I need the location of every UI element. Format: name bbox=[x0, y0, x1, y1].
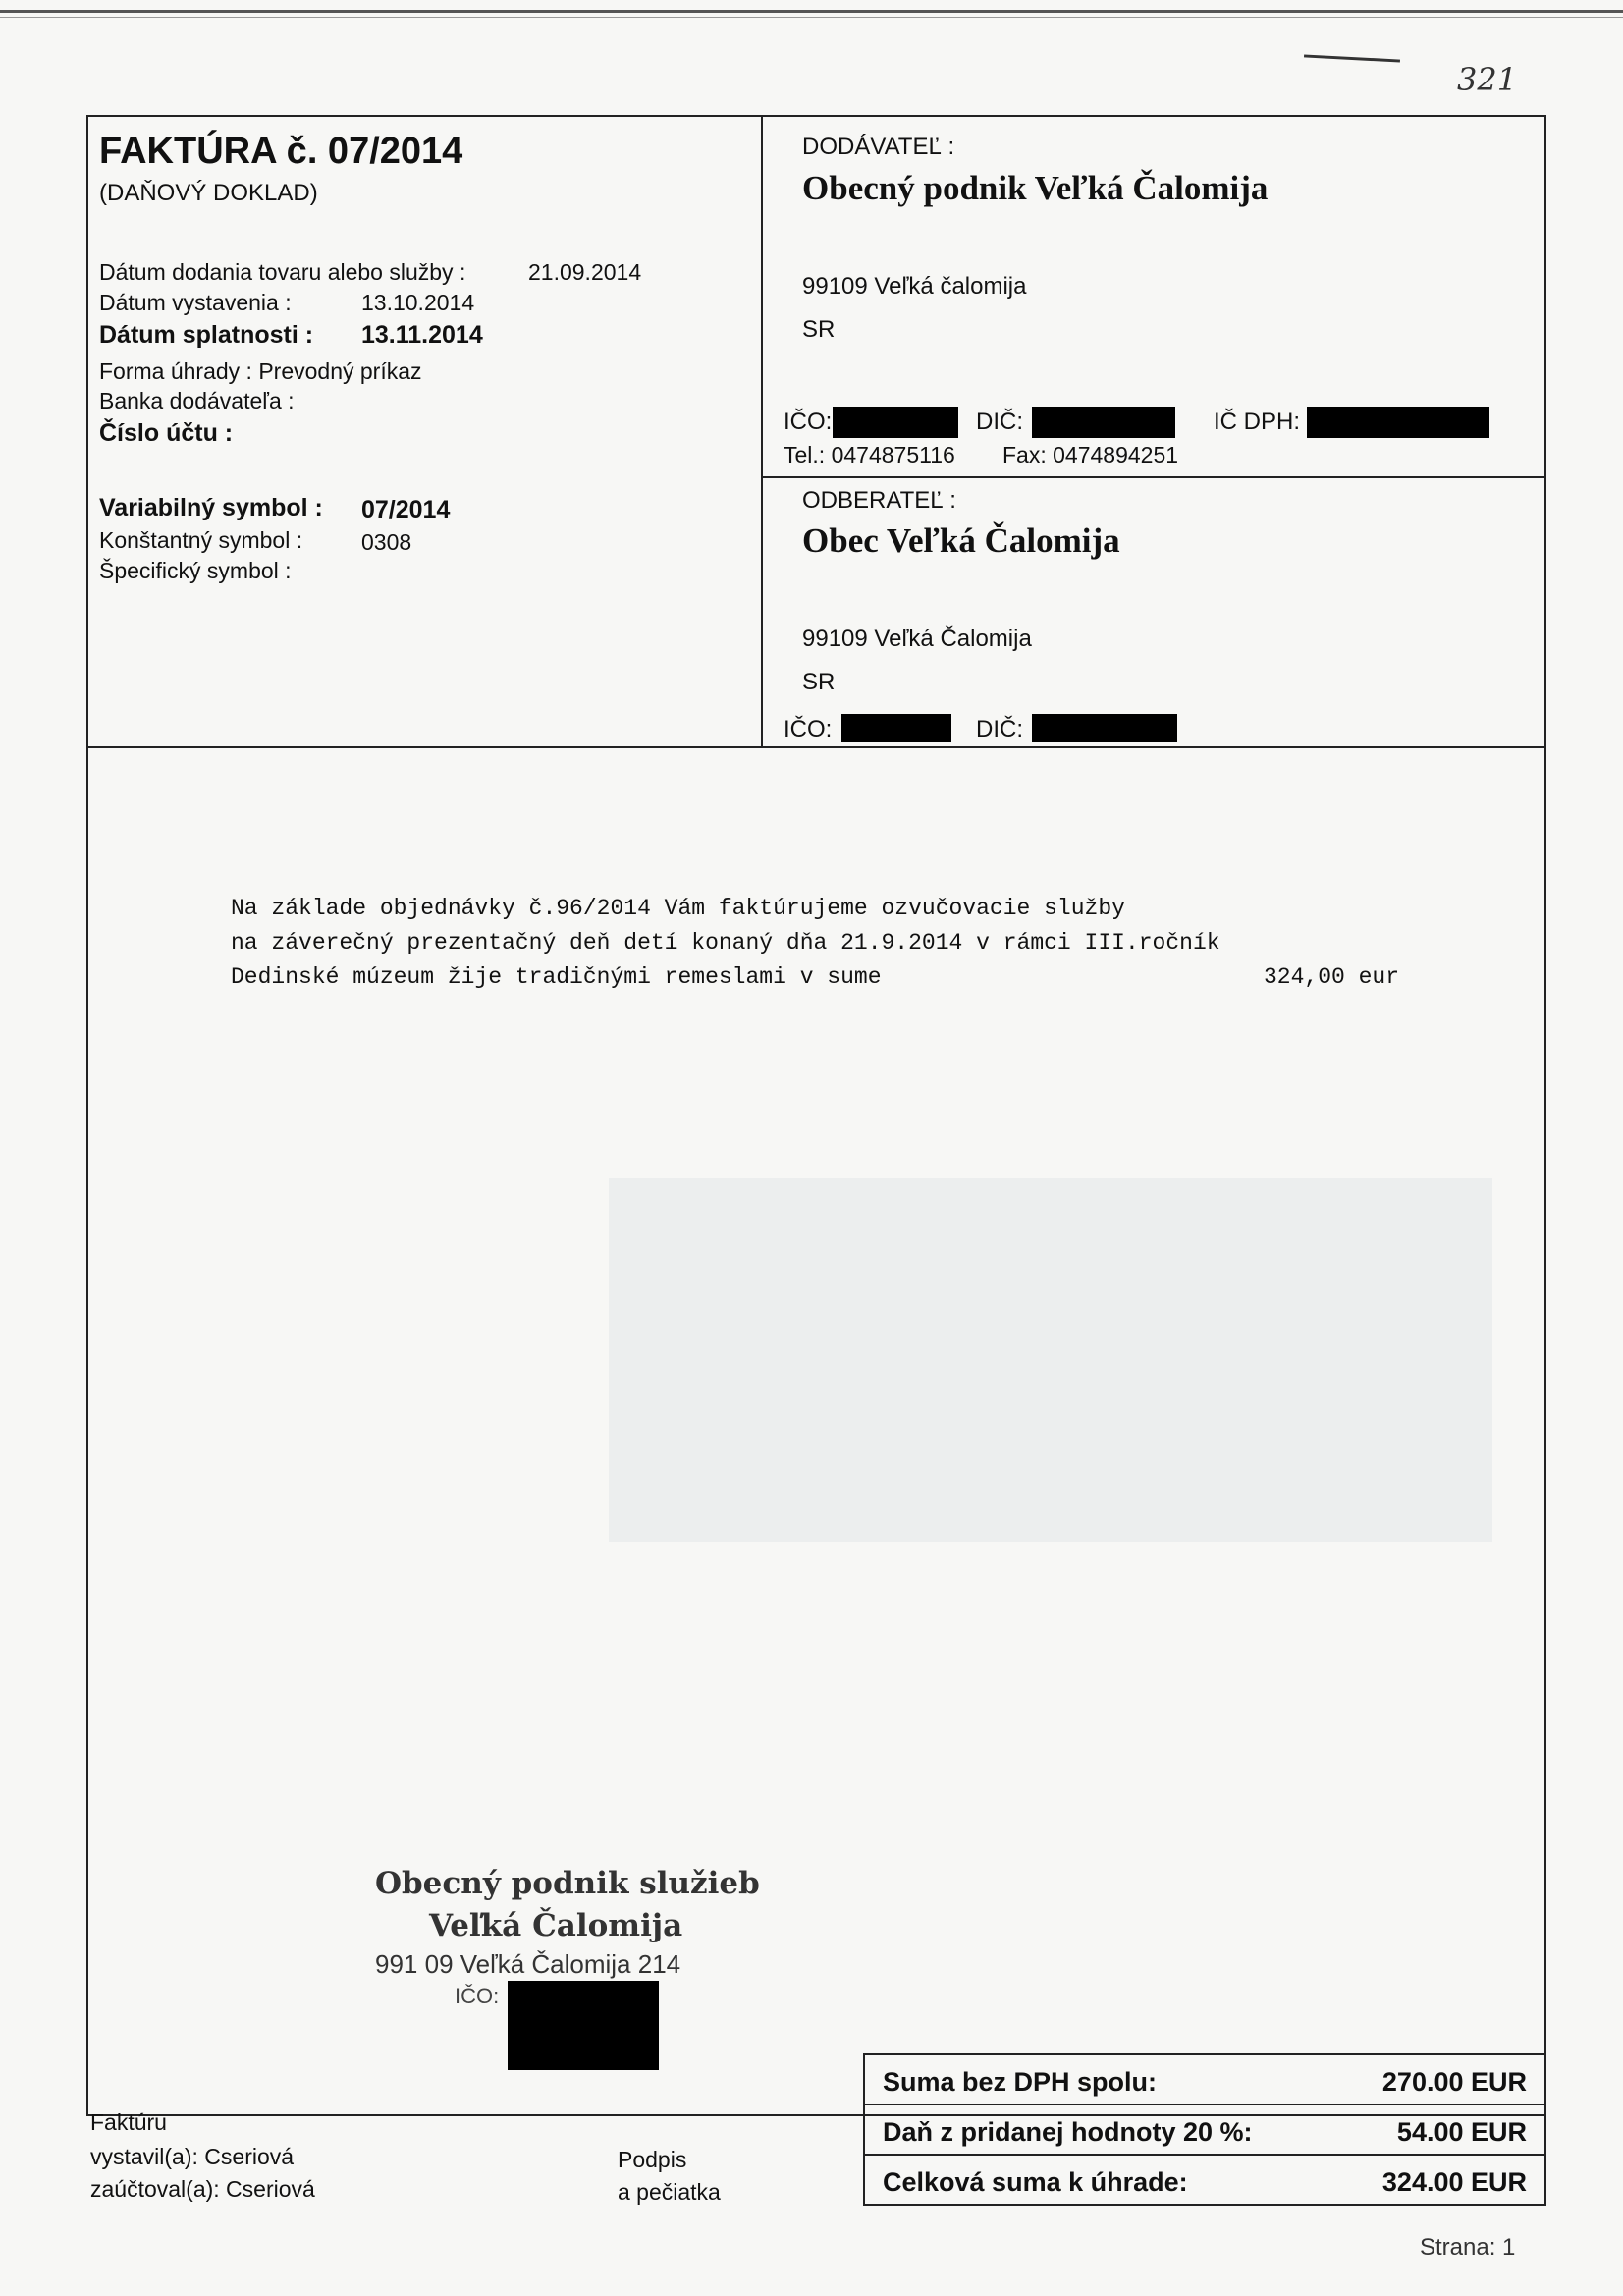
supplier-phone: Tel.: 0474875116 bbox=[784, 442, 955, 467]
body-line-3-amount: 324,00 eur bbox=[1264, 964, 1400, 990]
customer-dic-label: DIČ: bbox=[976, 716, 1023, 742]
scan-edge-2 bbox=[0, 17, 1623, 18]
supplier-heading: DODÁVATEĽ : bbox=[802, 134, 955, 160]
header-vertical-divider bbox=[761, 115, 763, 748]
customer-address: 99109 Veľká Čalomija bbox=[802, 626, 1032, 652]
body-line-2: na záverečný prezentačný deň detí konaný dňa 21.9.2014 v rámci III.ročník bbox=[231, 930, 1220, 956]
totals-row-total bbox=[865, 2156, 1544, 2206]
handwritten-page-number: 321 bbox=[1457, 61, 1518, 98]
stamp-line-1: Obecný podnik služieb bbox=[375, 1866, 760, 1901]
vat-value: 54.00 EUR bbox=[1396, 2117, 1527, 2147]
issue-date-value: 13.10.2014 bbox=[361, 290, 475, 315]
subtotal-value: 270.00 EUR bbox=[1381, 2067, 1527, 2097]
booked-by: zaúčtoval(a): Cseriová bbox=[90, 2176, 315, 2202]
redacted-supplier-icdph bbox=[1307, 407, 1489, 438]
body-line-3-text: Dedinské múzeum žije tradičnými remeslami v sume bbox=[231, 964, 882, 990]
redacted-stamp-ico bbox=[508, 1981, 659, 2070]
due-date-value: 13.11.2014 bbox=[361, 321, 483, 349]
stamp-line-3: 991 09 Veľká Čalomija 214 bbox=[375, 1949, 681, 1979]
payment-method: Forma úhrady : Prevodný príkaz bbox=[99, 358, 422, 384]
redacted-customer-dic bbox=[1032, 714, 1177, 742]
invoice-subtitle: (DAŇOVÝ DOKLAD) bbox=[99, 180, 318, 206]
supplier-address: 99109 Veľká čalomija bbox=[802, 273, 1027, 300]
issued-by: vystavil(a): Cseriová bbox=[90, 2144, 295, 2169]
delivery-date-value: 21.09.2014 bbox=[528, 259, 642, 285]
due-date-label: Dátum splatnosti : bbox=[99, 321, 314, 349]
subtotal-label: Suma bez DPH spolu: bbox=[883, 2067, 1158, 2097]
customer-ico-label: IČO: bbox=[784, 716, 833, 742]
total-label: Celková suma k úhrade: bbox=[883, 2167, 1188, 2197]
issued-label: Faktúru bbox=[90, 2109, 167, 2135]
supplier-ico-label: IČO: bbox=[784, 409, 833, 435]
delivery-date-label: Dátum dodania tovaru alebo služby : bbox=[99, 259, 466, 285]
supplier-icdph-label: IČ DPH: bbox=[1214, 409, 1301, 435]
supplier-dic-label: DIČ: bbox=[976, 409, 1023, 435]
redacted-supplier-ico bbox=[833, 407, 958, 438]
signature-label-2: a pečiatka bbox=[618, 2179, 721, 2205]
pen-mark bbox=[1304, 54, 1400, 62]
specific-symbol-label: Špecifický symbol : bbox=[99, 558, 292, 583]
redacted-supplier-dic bbox=[1032, 407, 1175, 438]
issue-date-label: Dátum vystavenia : bbox=[99, 290, 292, 315]
vat-label: Daň z pridanej hodnoty 20 %: bbox=[883, 2117, 1253, 2147]
signature-label-1: Podpis bbox=[618, 2147, 687, 2172]
account-label: Číslo účtu : bbox=[99, 419, 234, 447]
constant-symbol-value: 0308 bbox=[361, 529, 412, 555]
bank-label: Banka dodávateľa : bbox=[99, 388, 295, 413]
customer-country: SR bbox=[802, 669, 836, 695]
scan-edge bbox=[0, 10, 1623, 13]
variable-symbol-value: 07/2014 bbox=[361, 496, 451, 523]
customer-heading: ODBERATEĽ : bbox=[802, 487, 956, 514]
supplier-customer-divider bbox=[761, 476, 1546, 478]
redacted-customer-ico bbox=[841, 714, 951, 742]
supplier-fax: Fax: 0474894251 bbox=[1002, 442, 1179, 467]
customer-name: Obec Veľká Čalomija bbox=[802, 521, 1120, 560]
supplier-name: Obecný podnik Veľká Čalomija bbox=[802, 169, 1269, 207]
variable-symbol-label: Variabilný symbol : bbox=[99, 494, 323, 521]
totals-row-subtotal bbox=[865, 2055, 1544, 2105]
totals-table bbox=[863, 2053, 1546, 2206]
totals-row-vat bbox=[865, 2105, 1544, 2156]
total-value: 324.00 EUR bbox=[1381, 2167, 1527, 2197]
body-line-1: Na základe objednávky č.96/2014 Vám faktúrujeme ozvučovacie služby bbox=[231, 896, 1125, 921]
stamp-ico-label: IČO: bbox=[455, 1984, 500, 2008]
page-number: Strana: 1 bbox=[1420, 2234, 1516, 2261]
supplier-country: SR bbox=[802, 316, 836, 343]
header-bottom-divider bbox=[86, 746, 1546, 748]
constant-symbol-label: Konštantný symbol : bbox=[99, 527, 303, 553]
stamp-line-2: Veľká Čalomija bbox=[429, 1908, 683, 1943]
invoice-title: FAKTÚRA č. 07/2014 bbox=[99, 131, 463, 172]
